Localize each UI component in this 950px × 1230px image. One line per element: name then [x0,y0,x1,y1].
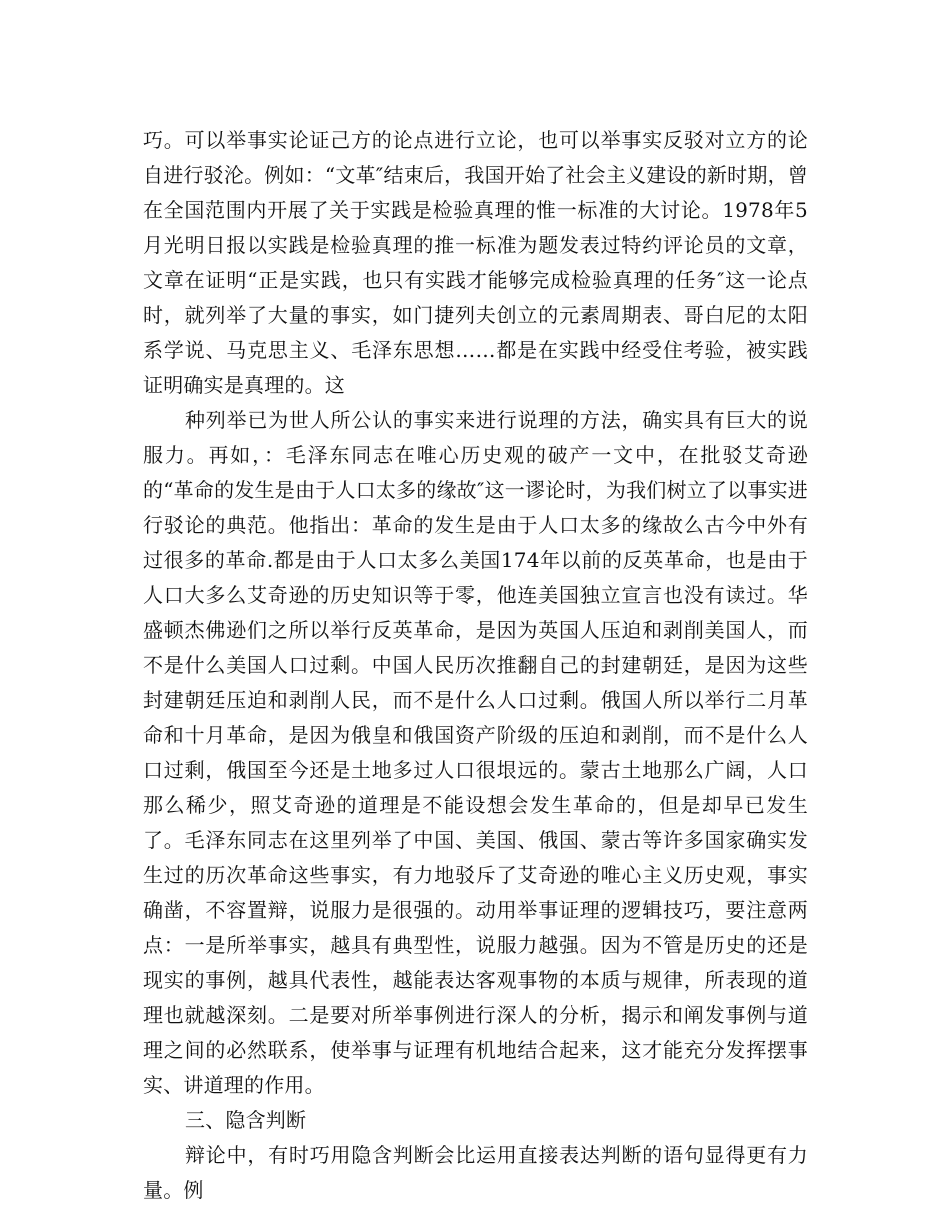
paragraph-2: 种列举已为世人所公认的事实来进行说理的方法，确实具有巨大的说服力。再如，：毛泽东同志在唯心历史观的破产一文中，在批驳艾奇逊的“革命的发生是由于人口太多的缘故″这一谬论时，为我们树立了以事实进行驳论的典范。他指出：革命的发生是由于人口太多的缘故么古今中外有过很多的革命.都是由于人口太多么美国174年以前的反英革命，也是由于人口大多么艾奇逊的历史知识等于零，他连美国独立宣言也没有读过。华盛顿杰佛逊们之所以举行反英革命，是因为英国人压迫和剥削美国人，而不是什么美国人口过剩。中国人民历次推翻自己的封建朝廷，是因为这些封建朝廷压迫和剥削人民，而不是什么人口过剩。俄国人所以举行二月革命和十月革命，是因为俄皇和俄国资产阶级的压迫和剥削，而不是什么人口过剩，俄国至今还是土地多过人口很垠远的。蒙古土地那么广阔，人口那么稀少，照艾奇逊的道理是不能设想会发生革命的，但是却早已发生了。毛泽东同志在这里列举了中国、美国、俄国、蒙古等许多国家确实发生过的历次革命这些事实，有力地驳斥了艾奇逊的唯心主义历史观，事实确凿，不容置辩，说服力是很强的。动用举事证理的逻辑技巧，要注意两点：一是所举事实，越具有典型性，说服力越强。因为不管是历史的还是现实的事例，越具代表性，越能表达客观事物的本质与规律，所表现的道理也就越深刻。二是要对所举事例进行深人的分析，揭示和阐发事例与道理之间的必然联系，使举事与证理有机地结合起来，这才能充分发挥摆事实、讲道理的作用。 [143,408,808,1097]
section-heading: 三、隐含判断 [185,1108,307,1132]
paragraph-1: 巧。可以举事实论证己方的论点进行立论，也可以举事实反驳对立方的论自进行驳沦。例如：“文革″结束后，我国开始了社会主义建设的新时期，曾在全国范围内开展了关于实践是检验真理的惟一标准的大讨论。1978年5月光明日报以实践是检验真理的推一标准为题发表过特约评论员的文章，文章在证明“正是实践，也只有实践才能够完成检验真理的任务″这一论点时，就列举了大量的事实，如门捷列夫创立的元素周期表、哥白尼的太阳系学说、马克思主义、毛泽东思想……都是在实践中经受住考验，被实践证明确实是真理的。这 [143,128,808,397]
paragraph-3: 辩论中，有时巧用隐含判断会比运用直接表达判断的语句显得更有力量。例 [143,1143,808,1202]
document-body [143,123,808,1208]
